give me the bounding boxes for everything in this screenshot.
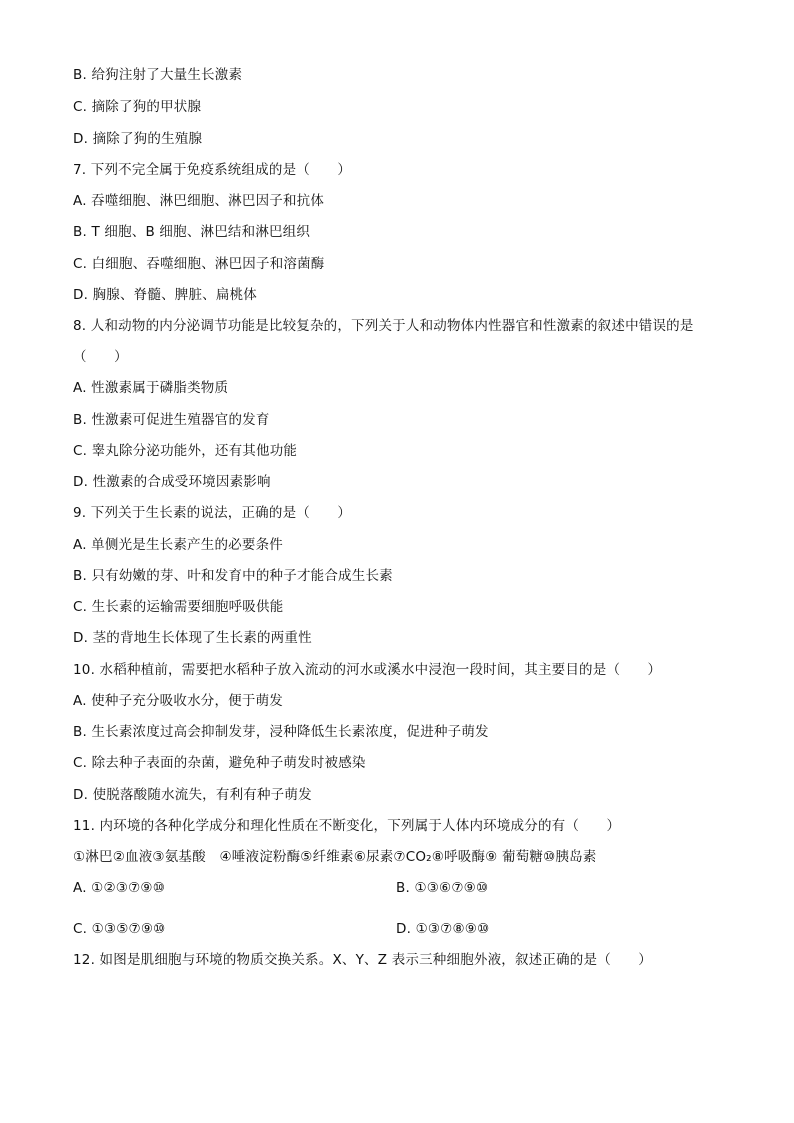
q10-stem: 10. 水稻种植前，需要把水稻种子放入流动的河水或溪水中浸泡一段时间，其主要目的是（ ） [73,662,662,678]
q10-option-d: D. 使脱落酸随水流失，有利有种子萌发 [73,787,312,803]
q8-option-a: A. 性激素属于磷脂类物质 [73,380,229,396]
q9-option-d: D. 茎的背地生长体现了生长素的两重性 [73,630,312,646]
q11-option-b: B. ①③⑥⑦⑨⑩ [396,880,489,896]
q6-option-c: C. 摘除了狗的甲状腺 [73,99,202,115]
q7-option-c: C. 白细胞、吞噬细胞、淋巴因子和溶菌酶 [73,256,325,272]
q11-items: ①淋巴②血液③氨基酸 ④唾液淀粉酶⑤纤维素⑥尿素⑦CO₂⑧呼吸酶⑨ 葡萄糖⑩胰岛素 [73,849,597,865]
q7-option-d: D. 胸腺、脊髓、脾脏、扁桃体 [73,287,257,303]
q7-option-b: B. T 细胞、B 细胞、淋巴结和淋巴组织 [73,224,311,240]
q10-option-a: A. 使种子充分吸收水分，便于萌发 [73,693,283,709]
q9-option-a: A. 单侧光是生长素产生的必要条件 [73,537,283,553]
q8-stem: 8. 人和动物的内分泌调节功能是比较复杂的，下列关于人和动物体内性器官和性激素的叙述中错误的是 [73,318,694,334]
q9-option-b: B. 只有幼嫩的芽、叶和发育中的种子才能合成生长素 [73,568,393,584]
q11-stem: 11. 内环境的各种化学成分和理化性质在不断变化，下列属于人体内环境成分的有（ ） [73,818,621,834]
q11-option-a: A. ①②③⑦⑨⑩ [73,880,165,896]
q11-option-c: C. ①③⑤⑦⑨⑩ [73,921,166,937]
q7-stem: 7. 下列不完全属于免疫系统组成的是（ ） [73,162,352,178]
q6-option-d: D. 摘除了狗的生殖腺 [73,131,203,147]
q8-option-b: B. 性激素可促进生殖器官的发育 [73,412,270,428]
q12-stem: 12. 如图是肌细胞与环境的物质交换关系。X、Y、Z 表示三种细胞外液，叙述正确的是（ ） [73,952,652,968]
q11-option-d: D. ①③⑦⑧⑨⑩ [396,921,490,937]
q9-option-c: C. 生长素的运输需要细胞呼吸供能 [73,599,284,615]
q10-option-b: B. 生长素浓度过高会抑制发芽，浸种降低生长素浓度，促进种子萌发 [73,724,489,740]
q9-stem: 9. 下列关于生长素的说法，正确的是（ ） [73,505,352,521]
q8-option-c: C. 睾丸除分泌功能外，还有其他功能 [73,443,298,459]
q6-option-b: B. 给狗注射了大量生长激素 [73,67,243,83]
q7-option-a: A. 吞噬细胞、淋巴细胞、淋巴因子和抗体 [73,193,325,209]
q10-option-c: C. 除去种子表面的杂菌，避免种子萌发时被感染 [73,755,366,771]
q8-option-d: D. 性激素的合成受环境因素影响 [73,474,271,490]
q8-stem-blank: （ ） [73,349,128,365]
